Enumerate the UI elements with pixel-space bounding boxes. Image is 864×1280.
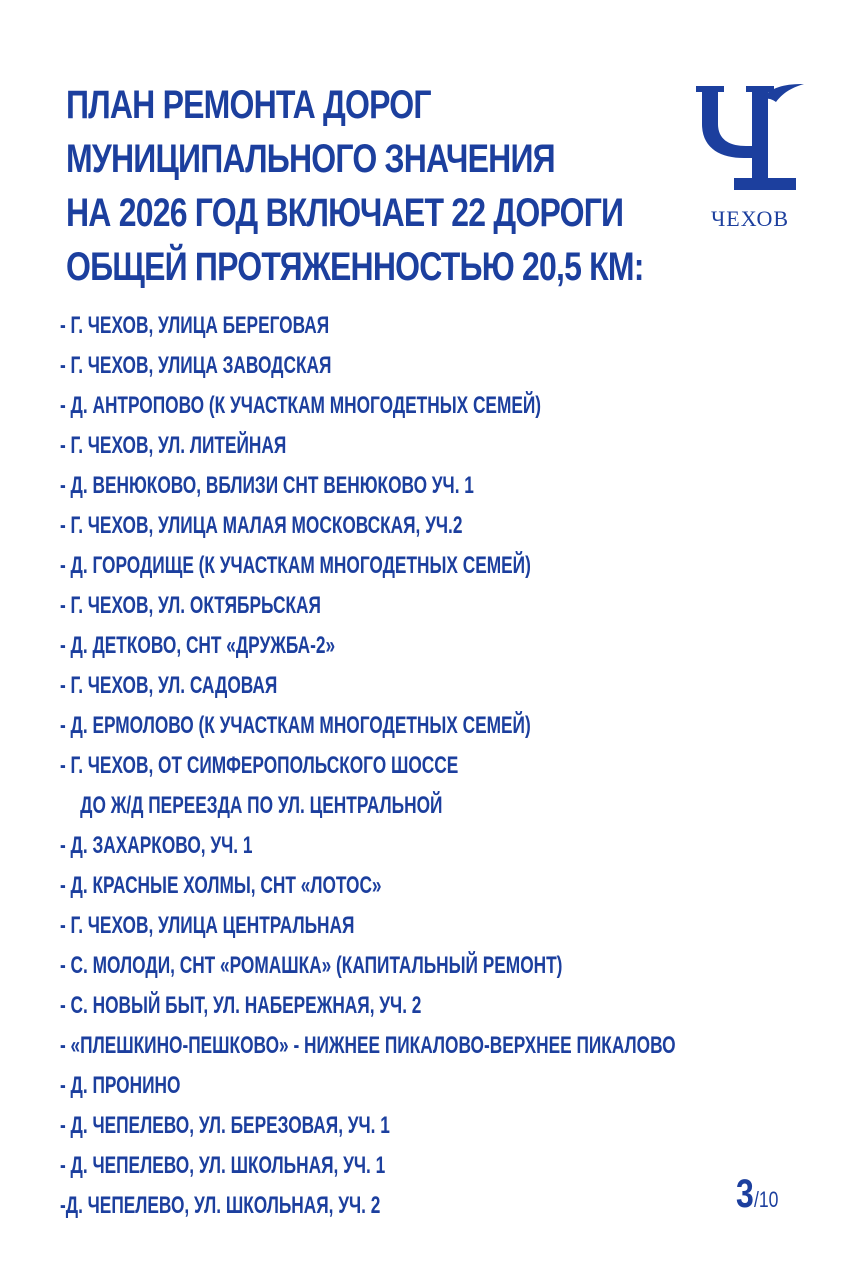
list-item: - Д. ПРОНИНО [60, 1072, 181, 1099]
list-item: - «ПЛЕШКИНО-ПЕШКОВО» - НИЖНЕЕ ПИКАЛОВО-ВЕРХНЕЕ ПИКАЛОВО [60, 1032, 676, 1059]
roads-list [60, 306, 864, 1226]
list-item: - Д. АНТРОПОВО (К УЧАСТКАМ МНОГОДЕТНЫХ СЕМЕЙ) [60, 392, 542, 419]
list-item: - Д. ЗАХАРКОВО, УЧ. 1 [60, 832, 253, 859]
chekhov-logo [690, 78, 810, 238]
list-item: - С. НОВЫЙ БЫТ, УЛ. НАБЕРЕЖНАЯ, УЧ. 2 [60, 992, 422, 1019]
list-item-continuation: ДО Ж/Д ПЕРЕЕЗДА ПО УЛ. ЦЕНТРАЛЬНОЙ [80, 792, 443, 819]
list-item: - Г. ЧЕХОВ, УЛ. ОКТЯБРЬСКАЯ [60, 592, 321, 619]
list-item: - Д. КРАСНЫЕ ХОЛМЫ, СНТ «ЛОТОС» [60, 872, 382, 899]
title-line: ПЛАН РЕМОНТА ДОРОГ [66, 83, 431, 127]
list-item: - Г. ЧЕХОВ, УЛИЦА ЗАВОДСКАЯ [60, 352, 332, 379]
chekhov-logo-icon [690, 78, 810, 203]
list-item: - Д. ГОРОДИЩЕ (К УЧАСТКАМ МНОГОДЕТНЫХ СЕМЕЙ) [60, 552, 531, 579]
title-line: НА 2026 ГОД ВКЛЮЧАЕТ 22 ДОРОГИ [66, 191, 624, 235]
list-item: - Д. ЧЕПЕЛЕВО, УЛ. ШКОЛЬНАЯ, УЧ. 1 [60, 1152, 386, 1179]
title-line: ОБЩЕЙ ПРОТЯЖЕННОСТЬЮ 20,5 КМ: [66, 245, 644, 289]
list-item: - С. МОЛОДИ, СНТ «РОМАШКА» (КАПИТАЛЬНЫЙ РЕМОНТ) [60, 952, 563, 979]
page-counter [736, 1172, 785, 1217]
list-item: - Д. ДЕТКОВО, СНТ «ДРУЖБА-2» [60, 632, 336, 659]
list-item: - Г. ЧЕХОВ, УЛИЦА БЕРЕГОВАЯ [60, 312, 330, 339]
list-item: - Г. ЧЕХОВ, УЛИЦА МАЛАЯ МОСКОВСКАЯ, УЧ.2 [60, 512, 463, 539]
list-item: - Д. ВЕНЮКОВО, ВБЛИЗИ СНТ ВЕНЮКОВО УЧ. 1 [60, 472, 474, 499]
list-item: - Д. ЕРМОЛОВО (К УЧАСТКАМ МНОГОДЕТНЫХ СЕМЕЙ) [60, 712, 531, 739]
page-title [66, 78, 788, 294]
page-current: 3 [736, 1172, 754, 1216]
list-item: - Д. ЧЕПЕЛЕВО, УЛ. БЕРЕЗОВАЯ, УЧ. 1 [60, 1112, 390, 1139]
list-item: -Д. ЧЕПЕЛЕВО, УЛ. ШКОЛЬНАЯ, УЧ. 2 [60, 1192, 381, 1219]
title-line: МУНИЦИПАЛЬНОГО ЗНАЧЕНИЯ [66, 137, 555, 181]
page-total: /10 [754, 1187, 779, 1212]
list-item: - Г. ЧЕХОВ, УЛ. ЛИТЕЙНАЯ [60, 432, 287, 459]
list-item: - Г. ЧЕХОВ, УЛ. САДОВАЯ [60, 672, 278, 699]
list-item: - Г. ЧЕХОВ, ОТ СИМФЕРОПОЛЬСКОГО ШОССЕ [60, 752, 459, 779]
list-item: - Г. ЧЕХОВ, УЛИЦА ЦЕНТРАЛЬНАЯ [60, 912, 355, 939]
logo-text: ЧЕХОВ [710, 206, 790, 231]
